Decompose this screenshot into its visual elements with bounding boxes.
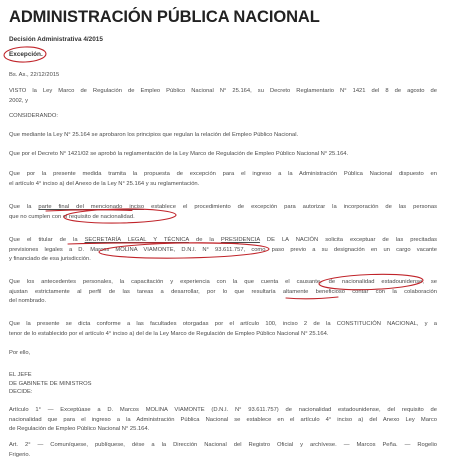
paragraph-4 — [9, 203, 437, 222]
p4-suffix: establece el procedimiento de excepción para autorizar la incorporación de las personas — [144, 204, 437, 210]
paragraph-2 — [9, 150, 437, 160]
visto-line-2: 2002, y — [9, 97, 29, 104]
paragraph-4-line-2: que no cumplen con el requisito de nacionalidad. — [9, 213, 135, 220]
paragraph-3-line-1: Que por la presente medida tramita la propuesta de excepción para el ingreso a la Administración Pública Nacional dispuesto en — [9, 171, 437, 177]
p5-underlined-2: PRESIDENCIA — [220, 237, 260, 243]
paragraph-7 — [9, 320, 437, 339]
p5-underlined-1: SECRETARÍA LEGAL Y TÉCNICA — [84, 237, 189, 243]
article-1-line-1: Artículo 1° — Exceptúase a D. Marcos MOLINA VIAMONTE (D.N.I. N° 93.611.757) de nacionalidad estadounidense, del requisito de — [9, 407, 437, 413]
article-2-line-1: Art. 2° — Comuníquese, publíquese, dése a la Dirección Nacional del Registro Oficial y archívese. — Marcos Peña. — Rogelio — [9, 442, 437, 448]
considerando-heading — [9, 112, 437, 122]
paragraph-7-line-1: Que la presente se dicta conforme a las facultades otorgadas por el artículo 100, inciso 2 de la CONSTITUCIÓN NACIONAL, y a — [9, 321, 437, 327]
el-jefe-text: EL JEFE — [9, 372, 32, 378]
p4-prefix: Que la — [9, 204, 39, 210]
visto-line-1: VISTO la Ley Marco de Regulación de Empleo Público Nacional N° 25.164, su Decreto Reglamentario N° 1421 del 8 de agosto de — [9, 88, 437, 94]
por-ello-text: Por ello, — [9, 350, 31, 356]
paragraph-5-line-3: y financiado de esa jurisdicción. — [9, 256, 91, 263]
por-ello — [9, 349, 437, 359]
signatory-block — [9, 371, 437, 397]
exception-label: Excepción. — [9, 51, 43, 58]
p5-suffix: DE LA NACIÓN solicita exceptuar de las precitadas — [259, 237, 437, 243]
place-date-text: Bs. As., 22/12/2015 — [9, 72, 60, 78]
article-1 — [9, 406, 437, 435]
p4-underlined: parte final del mencionado inciso — [38, 204, 145, 210]
paragraph-4-line-1 — [9, 203, 437, 213]
decide-text: DECIDE: — [9, 389, 33, 396]
paragraph-3-line-2: el artículo 4° inciso a) del Anexo de la Ley N° 25.164 y su reglamentación. — [9, 180, 200, 187]
paragraph-1 — [9, 131, 437, 141]
place-date — [9, 71, 437, 81]
paragraph-6-line-3: del nombrado. — [9, 298, 47, 305]
considerando-text: CONSIDERANDO: — [9, 113, 58, 119]
paragraph-2-text: Que por el Decreto N° 1421/02 se aprobó la reglamentación de la Ley Marco de Regulación de Empleo Público Nacional N° 25.164. — [9, 151, 349, 157]
article-1-line-2: nacionalidad que para el ingreso a la Administración Pública Nacional se establece en el artículo 4° inciso a) del Anexo Ley Marco — [9, 416, 437, 423]
paragraph-1-text: Que mediante la Ley N° 25.164 se aprobaron los principios que regulan la relación del Empleo Público Nacional. — [9, 132, 299, 138]
paragraph-5-line-1 — [9, 236, 437, 246]
paragraph-7-line-2: tenor de lo establecido por el artículo 4° inciso a) del de la Ley Marco de Regulación de Empleo Público Nacional N° 25.164. — [9, 330, 329, 337]
p5-prefix: Que el titular de la — [9, 237, 85, 243]
paragraph-6-line-1: Que los antecedentes personales, la capacitación y experiencia con la que cuenta el causante, de nacionalidad estadounidense, se — [9, 279, 437, 285]
p5-middle: de la — [188, 237, 221, 243]
paragraph-6-line-2: ajustan estrictamente al perfil de las tareas a desarrollar, por lo que resultaría altamente beneficioso contar con la colaboración — [9, 288, 437, 295]
paragraph-5 — [9, 236, 437, 265]
paragraph-5-line-2: previsiones legales a D. Marcos MOLINA VIAMONTE, D.N.I. N° 93.611.757, como paso previo a su designación en un cargo vacante — [9, 246, 437, 253]
article-2-line-2: Frigerio. — [9, 451, 31, 458]
paragraph-3 — [9, 170, 437, 189]
article-2 — [9, 441, 437, 460]
visto-paragraph — [9, 87, 437, 106]
article-1-line-3: de Regulación de Empleo Público Nacional N° 25.164. — [9, 426, 150, 433]
gabinete-text: DE GABINETE DE MINISTROS — [9, 380, 92, 387]
decision-number: Decisión Administrativa 4/2015 — [9, 36, 103, 43]
paragraph-6 — [9, 278, 437, 307]
page-title: ADMINISTRACIÓN PÚBLICA NACIONAL — [9, 8, 320, 26]
